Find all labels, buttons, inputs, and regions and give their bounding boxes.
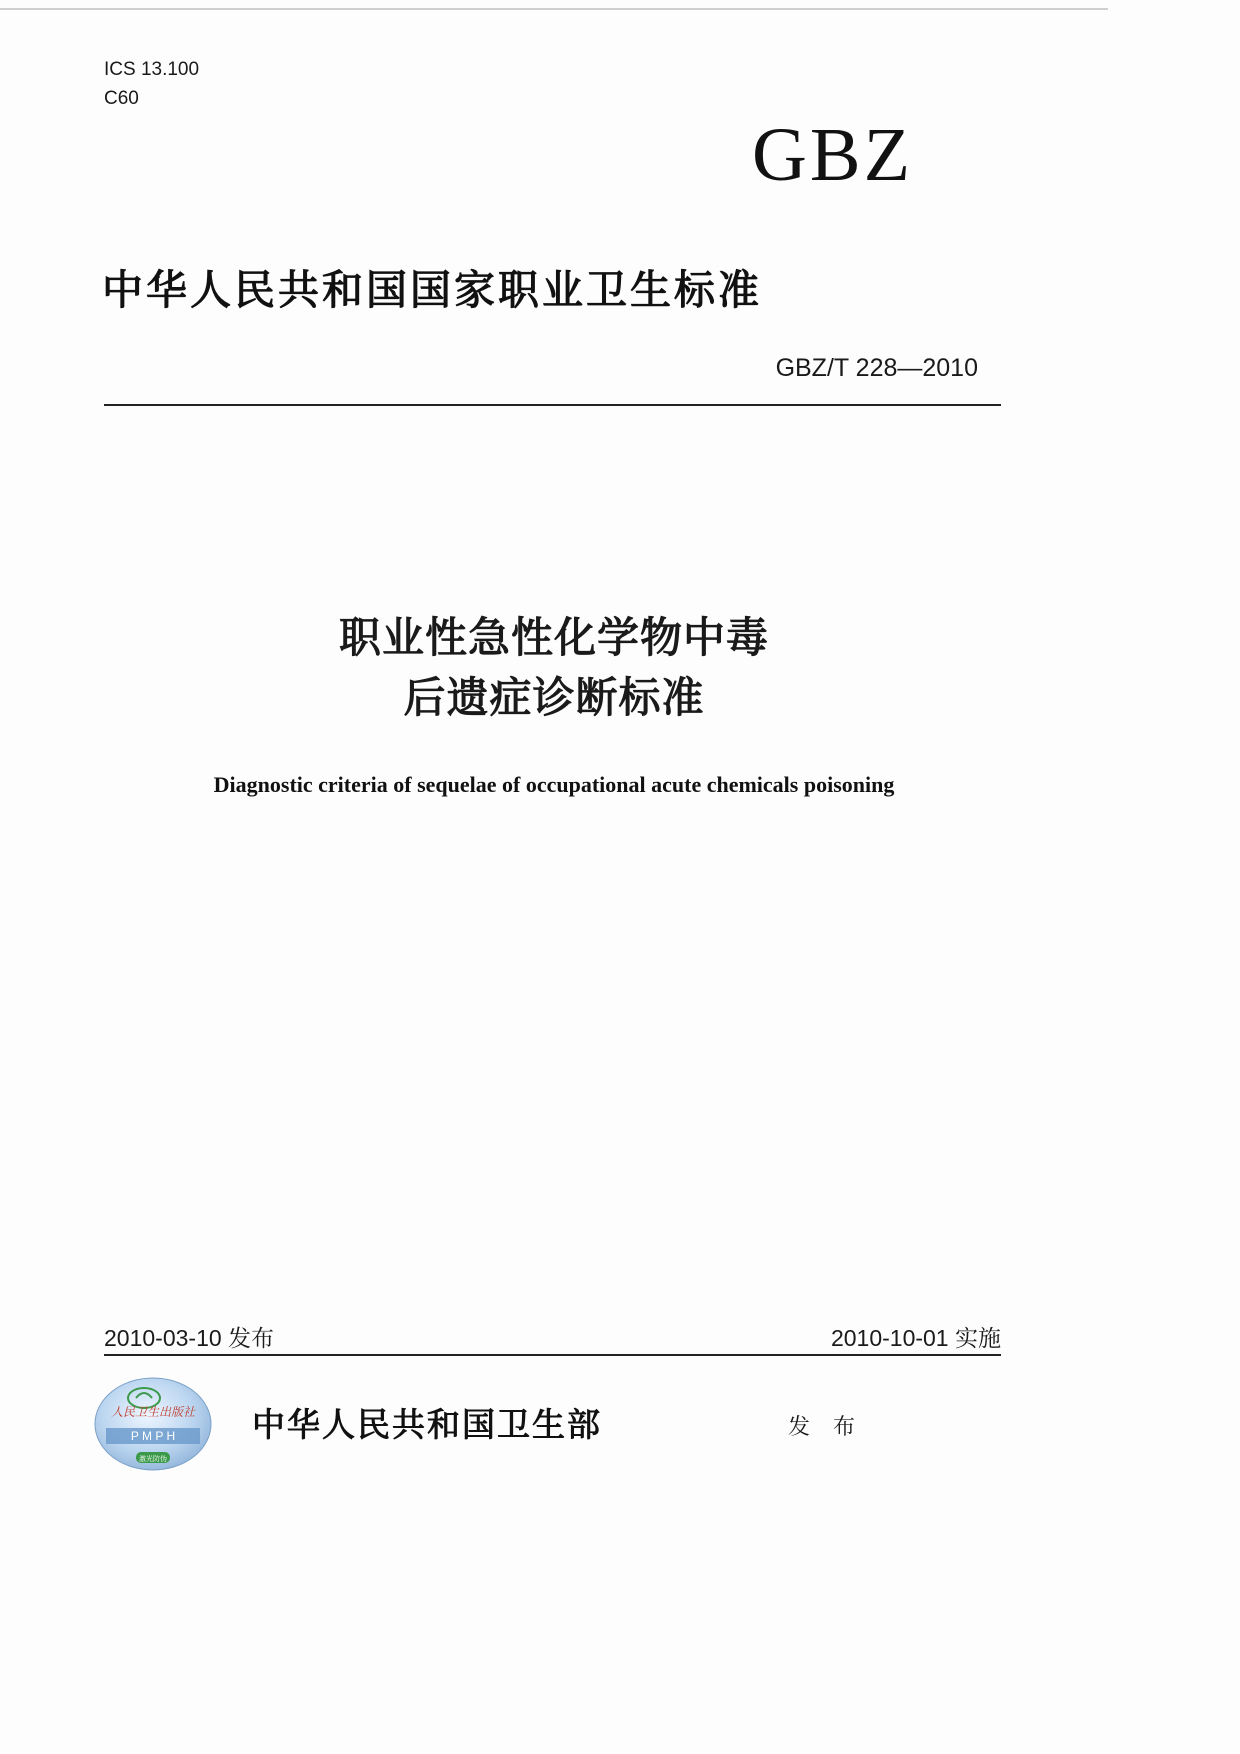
footer-divider xyxy=(104,1354,1001,1356)
seal-bottom-text: 激光防伪 xyxy=(139,1455,167,1463)
seal-graphic xyxy=(92,1376,214,1472)
issue-date: 2010-03-10 发布 xyxy=(104,1325,275,1351)
publisher-name: 中华人民共和国卫生部 xyxy=(252,1405,602,1444)
ccs-code: C60 xyxy=(104,88,139,109)
header-divider xyxy=(104,404,1001,406)
publisher-seal-logo xyxy=(92,1376,214,1472)
standard-number: GBZ/T 228—2010 xyxy=(775,354,978,382)
document-title-cn-line2: 后遗症诊断标准 xyxy=(403,673,705,722)
page-top-border xyxy=(0,8,1108,10)
gbz-logo-mark: GBZ xyxy=(752,113,913,197)
seal-top-text: 人民卫生出版社 xyxy=(110,1405,196,1419)
seal-letters: P M P H xyxy=(130,1429,176,1443)
standard-category-title: 中华人民共和国国家职业卫生标准 xyxy=(102,266,762,314)
ics-code: ICS 13.100 xyxy=(104,59,200,80)
publish-label: 发 布 xyxy=(788,1415,863,1440)
implementation-date: 2010-10-01 实施 xyxy=(830,1325,1001,1351)
document-title-en: Diagnostic criteria of sequelae of occupational acute chemicals poisoning xyxy=(213,772,895,797)
document-title-cn-line1: 职业性急性化学物中毒 xyxy=(338,613,769,662)
